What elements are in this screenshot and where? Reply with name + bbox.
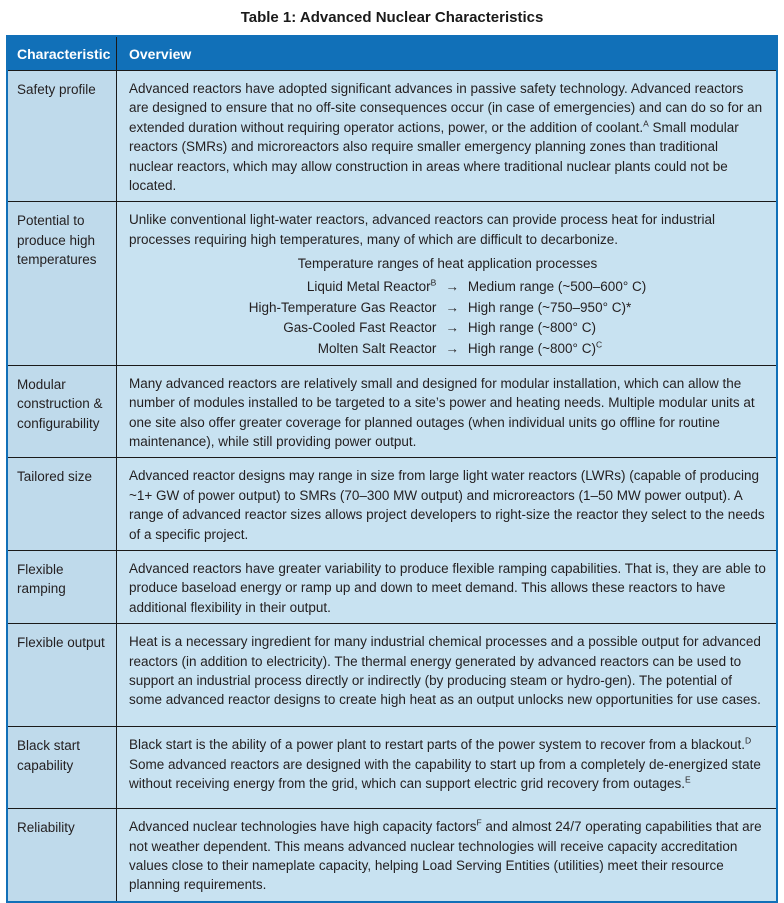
overview-text: Some advanced reactors are designed with the capability to start up from a completely de-energized state without receiving energy from the grid, which can support electric grid recovery from outages. bbox=[129, 756, 761, 792]
overview-text: Advanced reactors have adopted significant advances in passive safety technology. Advanced reactors are designed to ensure that no off-site consequences occur (in case of emergencies) and can do so for an extended duration without requiring operator actions, power, or the addition of coolant. bbox=[129, 81, 763, 135]
reactor-name-text: Liquid Metal Reactor bbox=[306, 278, 431, 294]
temperature-range bbox=[468, 339, 646, 358]
reactor-name bbox=[249, 318, 437, 337]
advanced-nuclear-characteristics-table bbox=[6, 35, 778, 903]
header-cell-characteristic: Characteristic bbox=[8, 37, 117, 70]
characteristic-cell: Modular construction & configurability bbox=[8, 366, 117, 458]
reactor-name-text: High-Temperature Gas Reactor bbox=[248, 299, 437, 315]
characteristic-cell: Reliability bbox=[8, 809, 117, 901]
table-title: Table 1: Advanced Nuclear Characteristics bbox=[240, 9, 544, 26]
reactor-name bbox=[249, 277, 437, 296]
overview-text: Advanced reactor designs may range in size from large light water reactors (LWRs) (capable of producing ~1+ GW of power output) to SMRs (70–300 MW output) and microreactors (1–50 MW power output). A range of advanced reactor sizes allows project developers to right-size the reactor they select to the needs of a specific project. bbox=[129, 468, 765, 542]
table-row bbox=[8, 808, 776, 901]
temperature-range bbox=[468, 298, 646, 317]
temperature-range bbox=[468, 318, 646, 337]
overview-text: Many advanced reactors are relatively small and designed for modular installation, which can allow the number of modules installed to be targeted to a site’s power and heating needs. Multiple modular units at one site also offer greater coverage for planned outages (when individual units go offline for routine maintenance), while still providing power output. bbox=[129, 375, 755, 449]
temperature-ranges-subheading: Temperature ranges of heat application processes bbox=[297, 256, 598, 272]
reactor-name-text: Molten Salt Reactor bbox=[317, 341, 437, 357]
table-row bbox=[8, 726, 776, 808]
overview-text: Advanced nuclear technologies have high capacity factors bbox=[129, 819, 477, 835]
footnote-superscript: A bbox=[643, 118, 649, 129]
table-row bbox=[8, 365, 776, 458]
characteristic-cell: Flexible output bbox=[8, 624, 117, 726]
table-header-row bbox=[8, 37, 776, 70]
right-arrow-icon: → bbox=[445, 320, 459, 336]
right-arrow-icon: → bbox=[445, 299, 459, 315]
temperature-range bbox=[468, 277, 646, 296]
temperature-range-text: High range (~800° C) bbox=[467, 320, 596, 336]
overview-cell bbox=[117, 809, 776, 901]
right-arrow-icon: → bbox=[445, 341, 459, 357]
footnote-superscript: E bbox=[685, 774, 691, 785]
overview-text: Unlike conventional light-water reactors, advanced reactors can provide process heat for industrial processes requiring high temperatures, many of which are difficult to decarbonize. bbox=[129, 212, 716, 247]
characteristic-cell: Potential to produce high temperatures bbox=[8, 202, 117, 364]
overview-cell bbox=[117, 458, 776, 550]
footnote-superscript: C bbox=[595, 339, 603, 350]
overview-cell bbox=[117, 551, 776, 623]
characteristic-cell: Tailored size bbox=[8, 458, 117, 550]
overview-text: Black start is the ability of a power plant to restart parts of the power system to recover from a blackout. bbox=[129, 737, 746, 753]
right-arrow-icon: → bbox=[445, 278, 459, 294]
overview-cell bbox=[117, 624, 776, 726]
overview-cell bbox=[117, 727, 776, 808]
overview-text: Heat is a necessary ingredient for many industrial chemical processes and a possible output for advanced reactors (in addition to electricity). The thermal energy generated by advanced reactors can be used to support an industrial process directly or indirectly (by producing steam or hydro-gen). The potential of some advanced reactor designs to create high heat as an output unlocks new opportunities for use cases. bbox=[129, 634, 761, 708]
characteristic-cell: Flexible ramping bbox=[8, 551, 117, 623]
overview-cell bbox=[117, 71, 776, 201]
footnote-superscript: F bbox=[476, 817, 482, 828]
table-row bbox=[8, 623, 776, 726]
footnote-superscript: B bbox=[430, 277, 437, 288]
table-row bbox=[8, 70, 776, 201]
temperature-range-text: Medium range (~500–600° C) bbox=[467, 278, 647, 294]
table-row bbox=[8, 457, 776, 550]
footnote-superscript: D bbox=[745, 735, 752, 746]
overview-cell bbox=[117, 202, 776, 364]
header-cell-overview: Overview bbox=[117, 37, 776, 70]
reactor-name bbox=[249, 298, 437, 317]
overview-text: Small modular reactors (SMRs) and microreactors also require smaller emergency planning zones than traditional nuclear reactors, which may allow construction in areas where traditional nuclear plants could not be located. bbox=[129, 119, 739, 194]
table-row bbox=[8, 550, 776, 623]
characteristic-cell: Safety profile bbox=[8, 71, 117, 201]
temperature-range-text: High range (~750–950° C)* bbox=[467, 299, 632, 315]
characteristic-cell: Black start capability bbox=[8, 727, 117, 808]
temperature-range-text: High range (~800° C) bbox=[467, 341, 596, 357]
table-row bbox=[8, 201, 776, 364]
reactor-temperature-list bbox=[249, 277, 646, 359]
reactor-name-text: Gas-Cooled Fast Reactor bbox=[283, 320, 437, 336]
overview-cell bbox=[117, 366, 776, 458]
overview-text: Advanced reactors have greater variability to produce flexible ramping capabilities. That is, they are able to produce baseload energy or ramp up and down to meet demand. This allows these reactors to have additional flexibility in their output. bbox=[129, 561, 766, 615]
reactor-name bbox=[249, 339, 437, 358]
overview-text: and almost 24/7 operating capabilities that are not weather dependent. This means advanced nuclear technologies will receive capacity accreditation values close to their nameplate capacity, helping Load Serving Entities (utilities) meet their resource planning requirements. bbox=[129, 819, 762, 893]
